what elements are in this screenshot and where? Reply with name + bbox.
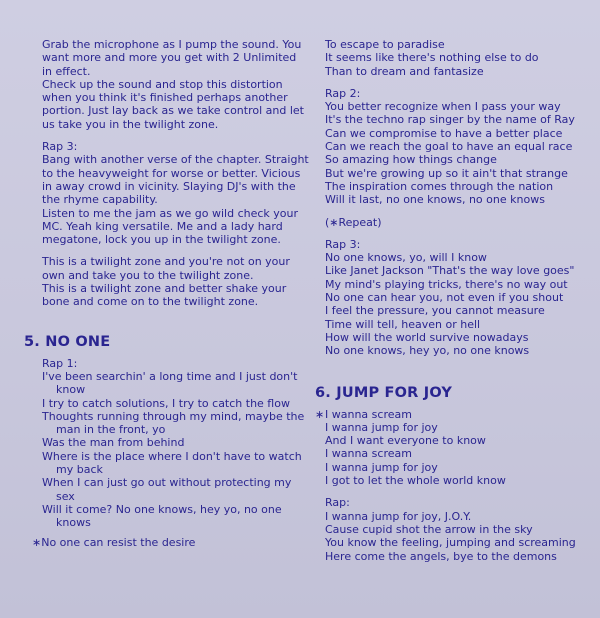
verse-block [325, 238, 575, 358]
chorus-line [32, 536, 306, 549]
lyric-line: Check up the sound and stop this distortion [42, 77, 283, 91]
lyric-line: The inspiration comes through the nation [325, 179, 554, 193]
lyric-line: I wanna jump for joy [325, 420, 438, 434]
lyric-line: Can we reach the goal to have an equal race [325, 140, 573, 154]
lyric-line: Here come the angels, bye to the demons [325, 549, 557, 563]
lyric-line: Where is the place where I don't have to watch [42, 449, 302, 463]
lyric-line: It seems like there's nothing else to do [325, 51, 539, 65]
lyric-line: I try to catch solutions, I try to catch the flow [42, 396, 290, 410]
lyric-line: Will it last, no one knows, no one knows [325, 193, 545, 207]
lyric-line: This is a twilight zone and you're not on your [42, 255, 290, 269]
section-label: Rap 2: [325, 86, 361, 100]
lyric-line: So amazing how things change [325, 153, 497, 167]
lyric-line: I wanna scream [325, 447, 412, 461]
lyric-line: when you think it's finished perhaps another [42, 91, 288, 105]
lyric-line: My mind's playing tricks, there's no way out [325, 277, 568, 291]
lyric-line: megatone, lock you up in the twilight zone. [42, 233, 281, 247]
repeat-note: (∗Repeat) [325, 215, 382, 229]
verse-block [325, 38, 575, 78]
lyric-line: But we're growing up so it ain't that strange [325, 166, 568, 180]
lyric-line: I've been searchin' a long time and I just don't [42, 369, 298, 383]
lyric-line: To escape to paradise [325, 38, 445, 51]
lyric-line: us take you in the twilight zone. [42, 117, 219, 131]
lyric-line: Grab the microphone as I pump the sound. You [42, 38, 302, 51]
lyric-line: Time will tell, heaven or hell [325, 317, 481, 331]
verse-block [42, 255, 306, 308]
lyric-line: know [56, 383, 86, 397]
section-label: Rap: [325, 496, 350, 510]
lyric-line: in effect. [42, 64, 91, 78]
lyric-line: want more and more you get with 2 Unlimited [42, 51, 297, 65]
lyric-line: No one knows, hey yo, no one knows [325, 344, 530, 358]
lyric-line: Than to dream and fantasize [325, 64, 484, 78]
lyric-line: Was the man from behind [42, 436, 185, 450]
lyric-line: bone and come on to the twilight zone. [42, 295, 259, 309]
lyric-line: Cause cupid shot the arrow in the sky [325, 522, 533, 536]
section-label: Rap 3: [42, 140, 78, 154]
lyric-line: Like Janet Jackson "That's the way love goes" [325, 264, 575, 278]
lyric-line: You know the feeling, jumping and screaming [325, 536, 576, 550]
lyric-line: the rhyme capability. [42, 193, 158, 207]
lyric-line: I got to let the whole world know [325, 474, 506, 488]
lyric-line: Thoughts running through my mind, maybe the [42, 409, 305, 423]
lyric-line: This is a twilight zone and better shake your [42, 282, 287, 296]
lyric-line: my back [56, 463, 103, 477]
lyric-line: No one can hear you, not even if you shout [325, 291, 564, 305]
verse-block [42, 357, 306, 530]
lyric-line: I wanna jump for joy [325, 460, 438, 474]
lyric-line: I feel the pressure, you cannot measure [325, 304, 545, 318]
asterisk-icon: ∗ [32, 535, 42, 549]
left-column [24, 38, 309, 549]
asterisk-icon: ∗ [315, 407, 325, 421]
lyric-text: No one can resist the desire [41, 535, 196, 549]
lyric-line: in away crowd in vicinity. Slaying DJ's with the [42, 179, 296, 193]
lyric-line: own and take you to the twilight zone. [42, 268, 254, 282]
lyric-line: to the heavyweight for worse or better. Vicious [42, 166, 301, 180]
verse-block [42, 38, 306, 131]
right-column [315, 38, 576, 572]
lyric-line: Will it come? No one knows, hey yo, no one [42, 502, 282, 516]
lyric-line: It's the techno rap singer by the name of Ray [325, 113, 575, 127]
lyric-line: man in the front, yo [56, 423, 166, 437]
lyric-line: How will the world survive nowadays [325, 330, 529, 344]
verse-block [42, 140, 309, 247]
lyric-line: Bang with another verse of the chapter. Straight [42, 153, 309, 167]
lyric-line: MC. Yeah king versatile. Me and a lady hard [42, 219, 283, 233]
lyric-line: You better recognize when I pass your way [325, 100, 561, 114]
lyric-line: When I can just go out without protecting my [42, 476, 292, 490]
lyric-line: portion. Just lay back as we take control and let [42, 104, 304, 118]
chorus-line [315, 407, 575, 421]
lyric-line: Listen to me the jam as we go wild check your [42, 206, 299, 220]
lyric-line: I wanna jump for joy, J.O.Y. [325, 509, 472, 523]
lyric-text: I wanna scream [325, 407, 412, 421]
chorus-block [315, 407, 575, 488]
lyric-line: And I want everyone to know [325, 434, 486, 448]
verse-block [325, 87, 575, 207]
song-heading: 5. NO ONE [24, 333, 111, 350]
lyric-line: sex [56, 489, 75, 503]
lyric-line: knows [56, 516, 91, 530]
verse-block [325, 496, 575, 562]
lyric-line: Can we compromise to have a better place [325, 126, 563, 140]
section-label: Rap 1: [42, 356, 78, 370]
lyric-line: No one knows, yo, will I know [325, 251, 487, 265]
song-heading: 6. JUMP FOR JOY [315, 384, 453, 401]
section-label: Rap 3: [325, 237, 361, 251]
